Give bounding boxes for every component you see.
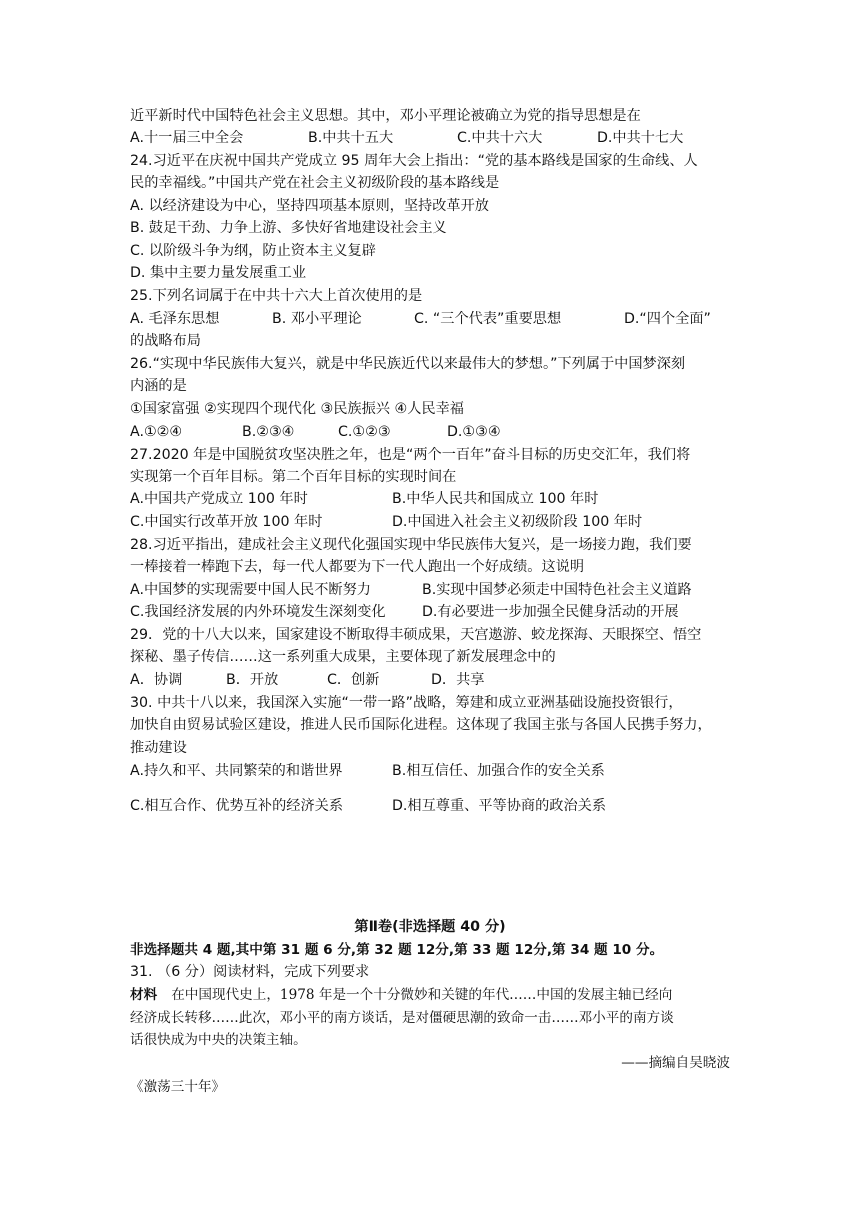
q26-items: ①国家富强 ②实现四个现代化 ③民族振兴 ④人民幸福 <box>130 401 464 417</box>
q26-option-d: D.①③④ <box>447 424 501 440</box>
q24-stem-line1: 24.习近平在庆祝中国共产党成立 95 周年大会上指出：“党的基本路线是国家的生命线、人 <box>130 153 698 169</box>
q31-source-line1: ——摘编自吴晓波 <box>621 1055 730 1071</box>
q29-option-a: A．协调 <box>130 672 183 688</box>
q28-stem-line2: 一棒接着一棒跑下去，每一代人都要为下一代人跑出一个好成绩。这说明 <box>130 559 585 575</box>
q31-material-line2: 经济成长转移……此次，邓小平的南方谈话，是对僵硬思潮的致命一击……邓小平的南方谈 <box>130 1010 674 1026</box>
q29-stem-line2: 探秘、墨子传信……这一系列重大成果，主要体现了新发展理念中的 <box>130 649 556 665</box>
q24-option-b: B. 鼓足干劲、力争上游、多快好省地建设社会主义 <box>130 220 447 236</box>
q31-material-text1: 在中国现代史上，1978 年是一个十分微妙和关键的年代……中国的发展主轴已经向 <box>171 987 673 1003</box>
part2-note: 非选择题共 4 题,其中第 31 题 6 分,第 32 题 12分,第 33 题 12分,第 34 题 10 分。 <box>130 942 664 958</box>
q29-option-d: D．共享 <box>431 672 485 688</box>
q26-option-a: A.①②④ <box>130 424 183 440</box>
q25-option-d-tail: 的战略布局 <box>130 333 201 349</box>
q26-stem-line1: 26.“实现中华民族伟大复兴，就是中华民族近代以来最伟大的梦想。”下列属于中国梦深刻 <box>130 356 686 372</box>
q26-option-b: B.②③④ <box>242 424 295 440</box>
q30-option-b: B.相互信任、加强合作的安全关系 <box>392 763 605 779</box>
q25-option-b: B. 邓小平理论 <box>272 311 362 327</box>
q25-stem: 25.下列名词属于在中共十六大上首次使用的是 <box>130 288 423 304</box>
q27-option-d: D.中国进入社会主义初级阶段 100 年时 <box>392 514 643 530</box>
q23-option-d: D.中共十七大 <box>597 130 684 146</box>
q23-option-b: B.中共十五大 <box>308 130 394 146</box>
part2-title: 第Ⅱ卷(非选择题 40 分) <box>354 919 506 935</box>
q25-option-d: D.“四个全面” <box>624 311 711 327</box>
q30-option-c: C.相互合作、优势互补的经济关系 <box>130 798 344 814</box>
q23-option-c: C.中共十六大 <box>457 130 543 146</box>
q25-option-a: A. 毛泽东思想 <box>130 311 220 327</box>
q31-material-line1 <box>130 984 672 1006</box>
q29-option-c: C．创新 <box>327 672 380 688</box>
q27-option-a: A.中国共产党成立 100 年时 <box>130 491 308 507</box>
q24-stem-line2: 民的幸福线。”中国共产党在社会主义初级阶段的基本路线是 <box>130 175 500 191</box>
q28-option-b: B.实现中国梦必须走中国特色社会主义道路 <box>422 582 692 598</box>
q29-option-b: B．开放 <box>226 672 279 688</box>
q25-option-c: C. “三个代表”重要思想 <box>414 311 562 327</box>
q31-stem: 31. （6 分）阅读材料，完成下列要求 <box>130 964 370 980</box>
q30-option-a: A.持久和平、共同繁荣的和谐世界 <box>130 763 343 779</box>
q24-option-c: C. 以阶级斗争为纲，防止资本主义复辟 <box>130 243 376 259</box>
q28-option-a: A.中国梦的实现需要中国人民不断努力 <box>130 582 371 598</box>
q27-option-b: B.中华人民共和国成立 100 年时 <box>392 491 599 507</box>
q26-option-c: C.①②③ <box>338 424 391 440</box>
q27-option-c: C.中国实行改革开放 100 年时 <box>130 514 323 530</box>
q27-stem-line1: 27.2020 年是中国脱贫攻坚决胜之年，也是“两个一百年”奋斗目标的历史交汇年，我们将 <box>130 447 691 463</box>
q24-option-a: A. 以经济建设为中心，坚持四项基本原则，坚持改革开放 <box>130 198 489 214</box>
q28-option-c: C.我国经济发展的内外环境发生深刻变化 <box>130 604 386 620</box>
q31-material-label: 材料 <box>130 987 158 1003</box>
q29-stem-line1: 29．党的十八大以来，国家建设不断取得丰硕成果，天宫遨游、蛟龙探海、天眼探空、悟空 <box>130 627 702 643</box>
q30-stem-line3: 推动建设 <box>130 740 187 756</box>
q30-stem-line2: 加快自由贸易试验区建设，推进人民币国际化进程。这体现了我国主张与各国人民携手努力， <box>130 717 712 733</box>
q31-material-line3: 话很快成为中央的决策主轴。 <box>130 1032 307 1048</box>
q23-stem-tail: 近平新时代中国特色社会主义思想。其中，邓小平理论被确立为党的指导思想是在 <box>130 108 641 124</box>
q23-option-a: A.十一届三中全会 <box>130 130 244 146</box>
q24-option-d: D. 集中主要力量发展重工业 <box>130 265 307 281</box>
q26-stem-line2: 内涵的是 <box>130 378 187 394</box>
q27-stem-line2: 实现第一个百年目标。第二个百年目标的实现时间在 <box>130 469 457 485</box>
q30-stem-line1: 30. 中共十八以来，我国深入实施“一带一路”战略，筹建和成立亚洲基础设施投资银行， <box>130 695 683 711</box>
q31-source-line2: 《激荡三十年》 <box>130 1079 226 1095</box>
q28-option-d: D.有必要进一步加强全民健身活动的开展 <box>422 604 679 620</box>
q30-option-d: D.相互尊重、平等协商的政治关系 <box>392 798 607 814</box>
q28-stem-line1: 28.习近平指出，建成社会主义现代化强国实现中华民族伟大复兴，是一场接力跑，我们要 <box>130 537 692 553</box>
